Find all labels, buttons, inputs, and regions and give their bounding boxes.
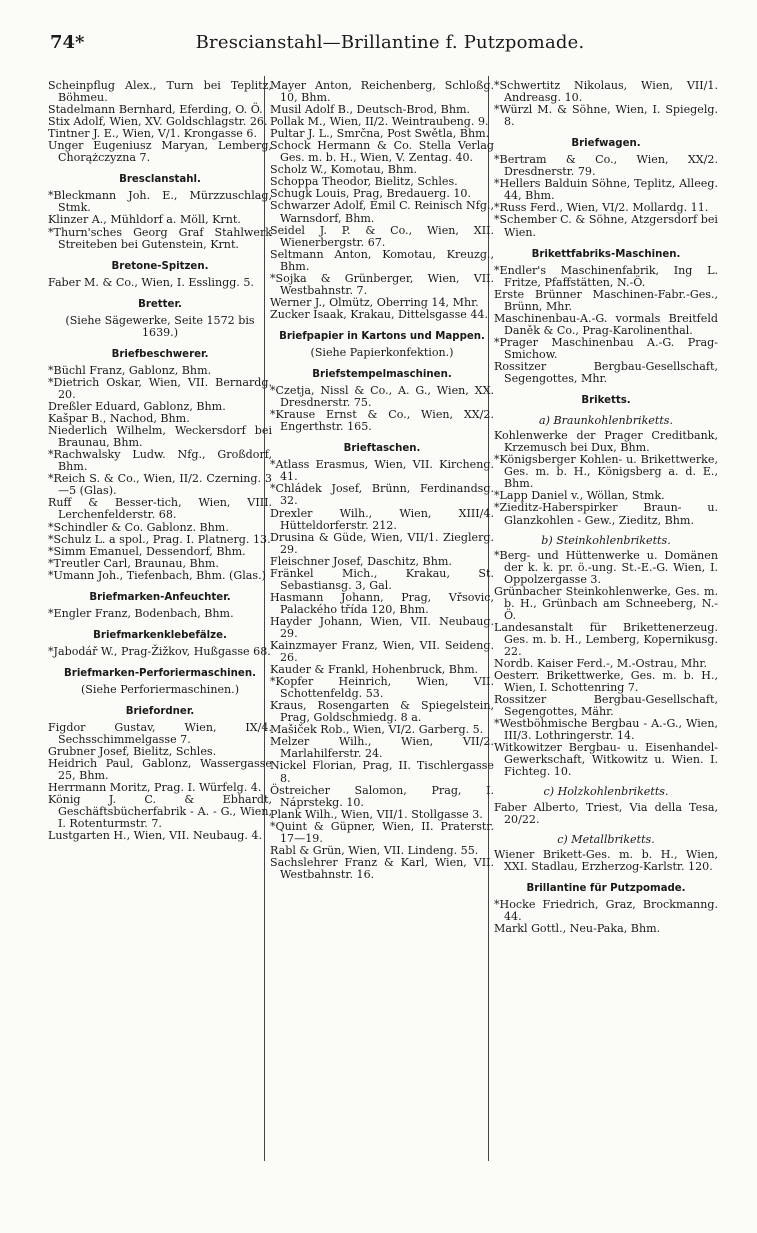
directory-entry: Drusina & Güde, Wien, VII/1. Zieglerg. 29. xyxy=(270,530,494,556)
directory-entry: Fleischner Josef, Daschitz, Bhm. xyxy=(270,554,452,568)
directory-entry: Schwarzer Adolf, Emil C. Reinisch Nfg., Warnsdorf, Bhm. xyxy=(270,199,494,225)
directory-entry: Witkowitzer Bergbau- u. Eisenhandel-Gewerkschaft, Witkowitz u. Wien. I. Fichteg. 10. xyxy=(494,741,718,779)
directory-entry: *Hellers Balduin Söhne, Teplitz, Alleeg. 44, Bhm. xyxy=(494,177,718,203)
directory-entry: *Engler Franz, Bodenbach, Bhm. xyxy=(48,606,234,620)
directory-entry: Rabl & Grün, Wien, VII. Lindeng. 55. xyxy=(270,843,479,857)
section-heading: Briefordner. xyxy=(125,706,195,718)
section-heading: Brikettfabriks-Maschinen. xyxy=(531,248,681,260)
directory-entry: Seidel J. P. & Co., Wien, XII. Wienerbergstr. 67. xyxy=(270,223,494,249)
directory-entry: *Lapp Daniel v., Wöllan, Stmk. xyxy=(494,489,665,503)
directory-entry: Melzer Wilh., Wien, VII/2. Marlahilferstr. 24. xyxy=(270,735,494,761)
directory-entry: Nordb. Kaiser Ferd.-, M.-Ostrau, Mhr. xyxy=(494,657,707,671)
directory-entry: Seltmann Anton, Komotau, Kreuzg., Bhm. xyxy=(270,247,494,273)
section-heading: Briketts. xyxy=(581,395,631,407)
directory-entry: Scheinpflug Alex., Turn bei Teplitz, Böhmeu. xyxy=(48,79,272,105)
directory-entry: *Zieditz-Haberspirker Braun- u. Glanzkohlen - Gew., Zieditz, Bhm. xyxy=(494,501,718,527)
directory-entry: *Würzl M. & Söhne, Wien, I. Spiegelg. 8. xyxy=(494,103,718,129)
cross-reference-note: (Siehe Perforiermaschinen.) xyxy=(80,682,240,696)
directory-entry: Kašpar B., Nachod, Bhm. xyxy=(48,412,190,426)
directory-entry: Rossitzer Bergbau-Gesellschaft, Segengottes, Mhr. xyxy=(494,359,718,386)
directory-entry: Dreßler Eduard, Gablonz, Bhm. xyxy=(48,400,226,414)
directory-entry: Plank Wilh., Wien, VII/1. Stollgasse 3. xyxy=(270,807,483,821)
directory-entry: *Umann Joh., Tiefenbach, Bhm. (Glas.) xyxy=(48,568,266,582)
directory-entry: Zucker Isaak, Krakau, Dittelsgasse 44. xyxy=(270,307,489,321)
directory-entry: Herrmann Moritz, Prag. I. Würfelg. 4. xyxy=(48,781,262,795)
column-1 xyxy=(48,80,272,843)
directory-entry: *Büchl Franz, Gablonz, Bhm. xyxy=(48,363,212,377)
subsection-heading: b) Steinkohlenbriketts. xyxy=(541,533,671,547)
directory-entry: *Sojka & Grünberger, Wien, VII. Westbahnstr. 7. xyxy=(270,271,494,297)
directory-entry: *Chládek Josef, Brünn, Ferdinandsg. 32. xyxy=(270,482,494,508)
directory-entry: *Rachwalsky Ludw. Nfg., Großdorf, Bhm. xyxy=(48,448,272,474)
directory-entry: Rossitzer Bergbau-Gesellschaft, Segengottes, Mähr. xyxy=(494,693,718,719)
section-heading: Briefbeschwerer. xyxy=(111,348,209,360)
directory-entry: Werner J., Olmütz, Oberring 14, Mhr. xyxy=(270,295,479,309)
directory-entry: Östreicher Salomon, Prag, I. Náprstekg. 10. xyxy=(270,783,494,809)
directory-entry: Klinzer A., Mühldorf a. Möll, Krnt. xyxy=(48,213,241,227)
section-heading: Bretter. xyxy=(138,298,182,310)
section-heading: Briefmarken-Anfeuchter. xyxy=(89,591,231,603)
directory-entry: Stix Adolf, Wien, XV. Goldschlagstr. 26. xyxy=(48,115,268,129)
subsection-heading: a) Braunkohlenbriketts. xyxy=(538,414,673,428)
directory-entry: *Czetja, Nissl & Co., A. G., Wien, XX. Dresdnerstr. 75. xyxy=(270,384,494,410)
section-heading: Bresclanstahl. xyxy=(119,174,201,186)
directory-entry: Oesterr. Brikettwerke, Ges. m. b. H., Wien, I. Schottenring 7. xyxy=(494,669,718,695)
directory-entry: Kainzmayer Franz, Wien, VII. Seideng. 26. xyxy=(270,639,494,665)
directory-entry: Heidrich Paul, Gablonz, Wassergasse 25, Bhm. xyxy=(48,757,272,783)
subsection-heading: c) Metallbriketts. xyxy=(557,832,655,846)
directory-entry: *Dietrich Oskar, Wien, VII. Bernardg. 20. xyxy=(48,375,272,401)
section-heading: Briefmarken-Perforiermaschinen. xyxy=(64,667,256,679)
directory-entry: Sachslehrer Franz & Karl, Wien, VII. Westbahnstr. 16. xyxy=(270,855,494,881)
directory-entry: Fränkel Mich., Krakau, St. Sebastiansg. 3, Gal. xyxy=(270,566,494,592)
section-heading: Brieftaschen. xyxy=(343,443,421,455)
directory-entry: Musil Adolf B., Deutsch-Brod, Bhm. xyxy=(270,103,471,117)
directory-entry: König J. C. & Ebhardt, Geschäftsbücherfabrik - A. - G., Wien, I. Rotenturmstr. 7. xyxy=(48,793,272,831)
directory-entry: *Jabodář W., Prag-Žižkov, Hußgasse 68. xyxy=(48,644,271,658)
directory-entry: *Krause Ernst & Co., Wien, XX/2. Engerthstr. 165. xyxy=(270,408,494,434)
directory-entry: *Bleckmann Joh. E., Mürzzuschlag, Stmk. xyxy=(48,189,272,215)
directory-entry: Figdor Gustav, Wien, IX/4. Sechsschimmelgasse 7. xyxy=(48,721,272,747)
directory-entry: Erste Brünner Maschinen-Fabr.-Ges., Brünn, Mhr. xyxy=(494,287,718,313)
directory-entry: Unger Eugeniusz Maryan, Lemberg, Chorążczyzna 7. xyxy=(48,139,272,165)
directory-entry: Pultar J. L., Smrčna, Post Swětla, Bhm. xyxy=(270,127,490,141)
section-heading: Briefwagen. xyxy=(571,138,641,150)
cross-reference-note: (Siehe Sägewerke, Seite 1572 bis 1639.) xyxy=(65,313,255,339)
directory-entry: Ruff & Besser-tich, Wien, VIII. Lerchenfelderstr. 68. xyxy=(48,496,272,522)
directory-entry: *Reich S. & Co., Wien, II/2. Czerning. 3—5 (Glas). xyxy=(48,472,272,498)
directory-entry: Hasmann Johann, Prag, Vřsovic, Palackého třída 120, Bhm. xyxy=(270,590,494,616)
directory-entry: Pollak M., Wien, II/2. Weintraubeng. 9. xyxy=(270,115,489,129)
directory-entry: Landesanstalt für Brikettenerzeug. Ges. m. b. H., Lemberg, Kopernikusg. 22. xyxy=(494,620,718,658)
section-heading: Briefstempelmaschinen. xyxy=(312,369,452,381)
directory-entry: Niederlich Wilhelm, Weckersdorf bei Braunau, Bhm. xyxy=(48,424,272,450)
directory-entry: Wiener Brikett-Ges. m. b. H., Wien, XXI. Stadlau, Erzherzog-Karlstr. 120. xyxy=(494,847,718,873)
directory-entry: Kraus, Rosengarten & Spiegelstein, Prag, Goldschmiedg. 8 a. xyxy=(270,699,494,725)
directory-entry: *Endler's Maschinenfabrik, Ing L. Fritze, Pfaffstätten, N.-Ö. xyxy=(494,263,718,289)
section-heading: Briefmarkenklebefälze. xyxy=(93,629,227,641)
directory-entry: Tintner J. E., Wien, V/1. Krongasse 6. xyxy=(48,127,257,141)
directory-entry: Schugk Louis, Prag, Bredauerg. 10. xyxy=(270,187,472,201)
directory-entry: *Bertram & Co., Wien, XX/2. Dresdnerstr. 79. xyxy=(494,153,718,179)
directory-entry: Drexler Wilh., Wien, XIII/4. Hütteldorferstr. 212. xyxy=(270,506,494,532)
directory-entry: *Westböhmische Bergbau - A.-G., Wien, III/3. Lothringerstr. 14. xyxy=(494,717,718,743)
page-number: 74* xyxy=(50,32,85,53)
directory-entry: *Russ Ferd., Wien, VI/2. Mollardg. 11. xyxy=(494,201,709,215)
directory-entry: *Thurn'sches Georg Graf Stahlwerk Streiteben bei Gutenstein, Krnt. xyxy=(48,225,272,251)
directory-entry: Mayer Anton, Reichenberg, Schloßg. 10, Bhm. xyxy=(270,79,494,105)
directory-entry: *Treutler Carl, Braunau, Bhm. xyxy=(48,556,219,570)
directory-entry: Hayder Johann, Wien, VII. Neubaug. 29. xyxy=(270,614,494,640)
section-heading: Brillantine für Putzpomade. xyxy=(526,882,686,894)
directory-entry: *Schulz L. a spol., Prag. I. Platnerg. 13. xyxy=(48,532,271,546)
directory-entry: *Atlass Erasmus, Wien, VII. Kircheng. 41. xyxy=(270,458,494,484)
subsection-heading: c) Holzkohlenbriketts. xyxy=(543,785,669,799)
column-2 xyxy=(270,80,494,881)
directory-entry: Grubner Josef, Bielitz, Schles. xyxy=(48,745,217,759)
directory-entry: Schock Hermann & Co. Stella Verlag Ges. m. b. H., Wien, V. Zentag. 40. xyxy=(270,139,494,165)
directory-entry: Faber Alberto, Triest, Via della Tesa, 20/22. xyxy=(494,800,718,826)
directory-entry: Lustgarten H., Wien, VII. Neubaug. 4. xyxy=(48,829,262,843)
directory-entry: *Kopfer Heinrich, Wien, VII. Schottenfeldg. 53. xyxy=(270,675,494,701)
directory-entry: *Schwertitz Nikolaus, Wien, VII/1. Andreasg. 10. xyxy=(494,79,718,105)
page-header xyxy=(50,32,730,56)
directory-entry: Nickel Florian, Prag, II. Tischlergasse 8. xyxy=(270,759,494,785)
directory-entry: Kohlenwerke der Prager Creditbank, Krzemusch bei Dux, Bhm. xyxy=(494,429,718,455)
directory-entry: *Simm Emanuel, Dessendorf, Bhm. xyxy=(48,544,246,558)
directory-entry: Kauder & Frankl, Hohenbruck, Bhm. xyxy=(270,663,479,677)
directory-entry: Stadelmann Bernhard, Eferding, O. Ö. xyxy=(48,103,263,117)
section-heading: Briefpapier in Kartons und Mappen. xyxy=(279,330,485,342)
directory-entry: Faber M. & Co., Wien, I. Esslingg. 5. xyxy=(48,275,254,289)
directory-entry: *Schindler & Co. Gablonz. Bhm. xyxy=(48,520,229,534)
directory-entry: *Hocke Friedrich, Graz, Brockmanng. 44. xyxy=(494,897,718,923)
directory-entry: Mašiček Rob., Wien, VI/2. Garberg. 5. xyxy=(270,723,484,737)
section-heading: Bretone-Spitzen. xyxy=(111,260,209,272)
directory-entry: Maschinenbau-A.-G. vormals Breitfeld Daněk & Co., Prag-Karolinenthal. xyxy=(494,311,718,337)
page-title: Brescianstahl—Brillantine f. Putzpomade. xyxy=(195,32,585,53)
directory-entry: Markl Gottl., Neu-Paka, Bhm. xyxy=(494,921,661,935)
column-3 xyxy=(494,80,718,935)
directory-entry: *Berg- und Hüttenwerke u. Domänen der k. k. pr. ö.-ung. St.-E.-G. Wien, I. Oppolzergasse 3. xyxy=(494,548,718,586)
directory-entry: *Prager Maschinenbau A.-G. Prag-Smichow. xyxy=(494,335,718,361)
cross-reference-note: (Siehe Papierkonfektion.) xyxy=(310,345,454,359)
directory-entry: *Königsberger Kohlen- u. Brikettwerke, Ges. m. b. H., Königsberg a. d. E., Bhm. xyxy=(494,453,718,491)
directory-entry: Grünbacher Steinkohlenwerke, Ges. m. b. H., Grünbach am Schneeberg, N.-Ö. xyxy=(494,584,718,622)
directory-entry: Schoppa Theodor, Bielitz, Schles. xyxy=(270,175,458,189)
directory-entry: *Schember C. & Söhne, Atzgersdorf bei Wien. xyxy=(494,213,718,239)
directory-entry: *Quint & Güpner, Wien, II. Praterstr. 17—19. xyxy=(270,819,494,845)
directory-entry: Scholz W., Komotau, Bhm. xyxy=(270,163,418,177)
